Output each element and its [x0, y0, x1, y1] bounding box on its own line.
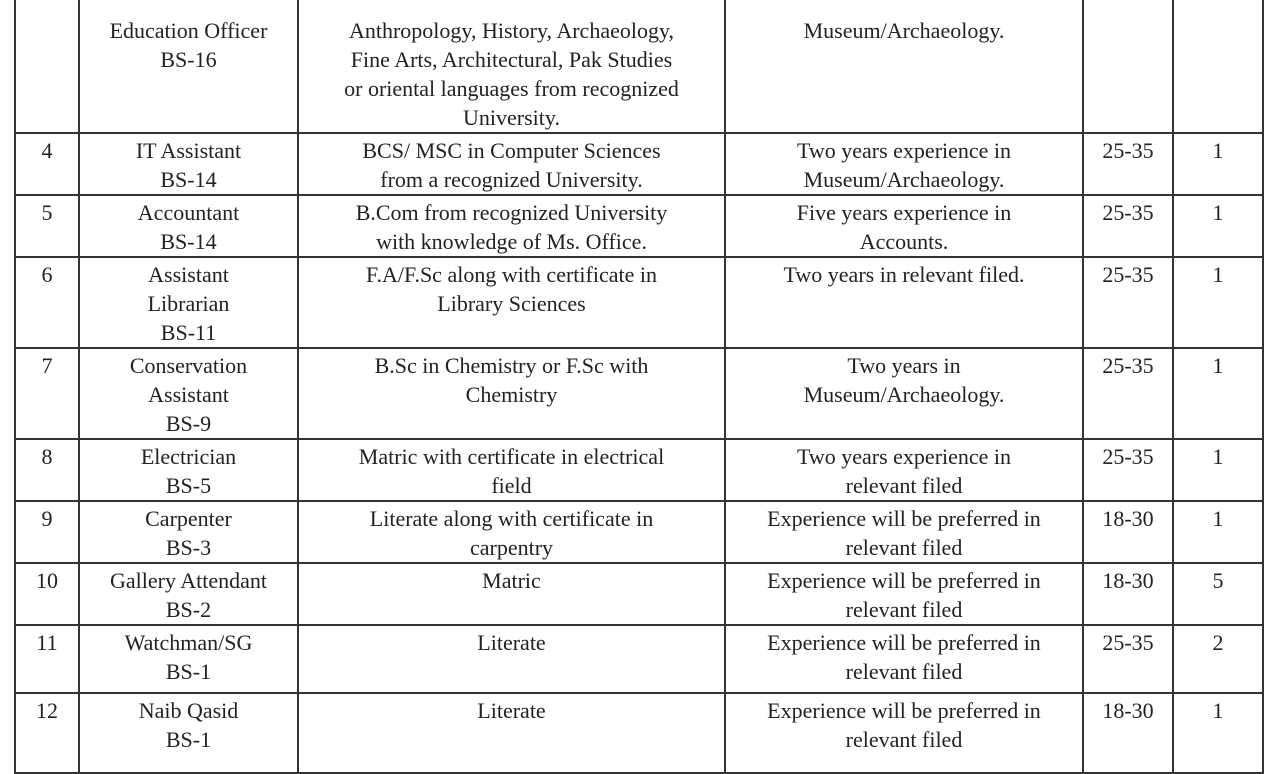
qualification-cell	[298, 0, 725, 133]
post-name-cell	[79, 0, 298, 133]
serial-number-cell	[15, 693, 79, 773]
qualification-line: Matric	[482, 568, 541, 593]
post-name-line: BS-2	[165, 597, 212, 622]
seats: 5	[1212, 568, 1224, 593]
post-name-line: Conservation	[129, 353, 248, 378]
age-limit-cell	[1083, 0, 1173, 133]
age-limit: 18-30	[1102, 568, 1154, 593]
serial-number-cell	[15, 563, 79, 625]
experience-cell	[725, 625, 1083, 693]
seats: 1	[1212, 353, 1224, 378]
qualification-line: Literate	[477, 698, 546, 723]
serial-number-cell	[15, 625, 79, 693]
post-name-line: BS-1	[165, 727, 212, 752]
serial-number-cell	[15, 439, 79, 501]
qualification-line: Anthropology, History, Archaeology,	[348, 18, 675, 43]
serial-number: 5	[41, 200, 53, 225]
qualification-line: from a recognized University.	[380, 167, 643, 192]
table-row	[15, 133, 1263, 195]
age-limit-cell	[1083, 195, 1173, 257]
table-row	[15, 0, 1263, 133]
table-row	[15, 195, 1263, 257]
post-name-cell	[79, 348, 298, 439]
experience-line: Experience will be preferred in	[767, 568, 1041, 593]
experience-line: Two years in relevant filed.	[783, 262, 1025, 287]
qualification-line: Literate	[477, 630, 546, 655]
qualification-line: field	[491, 473, 532, 498]
post-name-cell	[79, 133, 298, 195]
experience-line: Museum/Archaeology.	[803, 18, 1005, 43]
experience-line: Museum/Archaeology.	[803, 382, 1005, 407]
seats-cell	[1173, 257, 1263, 348]
serial-number: 10	[36, 568, 58, 593]
serial-number: 9	[41, 506, 53, 531]
age-limit-cell	[1083, 501, 1173, 563]
experience-line: Experience will be preferred in	[767, 630, 1041, 655]
qualification-cell	[298, 693, 725, 773]
post-name-line: BS-16	[160, 47, 217, 72]
table-row	[15, 257, 1263, 348]
age-limit: 25-35	[1102, 262, 1154, 287]
seats: 1	[1212, 138, 1224, 163]
seats-cell	[1173, 133, 1263, 195]
qualification-cell	[298, 563, 725, 625]
table-row	[15, 348, 1263, 439]
experience-line: Two years in	[847, 353, 961, 378]
qualification-line: F.A/F.Sc along with certificate in	[366, 262, 657, 287]
post-name-line: BS-11	[160, 320, 217, 345]
experience-line: Experience will be preferred in	[767, 506, 1041, 531]
qualification-cell	[298, 439, 725, 501]
serial-number-cell	[15, 348, 79, 439]
seats: 1	[1212, 200, 1224, 225]
post-name-line: Education Officer	[109, 18, 268, 43]
post-name-line: Assistant	[148, 382, 229, 407]
seats-cell	[1173, 195, 1263, 257]
post-name-line: BS-3	[165, 535, 212, 560]
qualification-cell	[298, 625, 725, 693]
age-limit-cell	[1083, 625, 1173, 693]
table-row	[15, 563, 1263, 625]
post-name-cell	[79, 563, 298, 625]
serial-number-cell	[15, 0, 79, 133]
age-limit: 25-35	[1102, 630, 1154, 655]
experience-cell	[725, 0, 1083, 133]
serial-number: 8	[41, 444, 53, 469]
experience-cell	[725, 195, 1083, 257]
qualification-line: University.	[463, 105, 560, 130]
serial-number-cell	[15, 133, 79, 195]
post-name-cell	[79, 195, 298, 257]
qualification-cell	[298, 195, 725, 257]
experience-cell	[725, 501, 1083, 563]
table-row	[15, 693, 1263, 773]
seats-cell	[1173, 0, 1263, 133]
experience-line: Five years experience in	[796, 200, 1012, 225]
age-limit: 25-35	[1102, 200, 1154, 225]
qualification-cell	[298, 501, 725, 563]
seats: 2	[1212, 630, 1224, 655]
experience-line: relevant filed	[845, 597, 963, 622]
experience-cell	[725, 257, 1083, 348]
experience-line: relevant filed	[845, 659, 963, 684]
experience-line: Accounts.	[859, 229, 949, 254]
post-name-line: Gallery Attendant	[109, 568, 267, 593]
seats-cell	[1173, 439, 1263, 501]
post-name-cell	[79, 501, 298, 563]
seats-cell	[1173, 563, 1263, 625]
seats-cell	[1173, 693, 1263, 773]
post-name-line: BS-5	[165, 473, 212, 498]
post-name-line: Naib Qasid	[138, 698, 239, 723]
seats: 1	[1212, 698, 1224, 723]
age-limit-cell	[1083, 439, 1173, 501]
seats-cell	[1173, 501, 1263, 563]
qualification-line: Library Sciences	[437, 291, 586, 316]
experience-line: relevant filed	[845, 727, 963, 752]
qualification-line: carpentry	[469, 535, 554, 560]
post-name-line: BS-14	[160, 167, 217, 192]
age-limit-cell	[1083, 693, 1173, 773]
post-name-cell	[79, 625, 298, 693]
table-row	[15, 439, 1263, 501]
experience-line: Museum/Archaeology.	[803, 167, 1005, 192]
age-limit-cell	[1083, 133, 1173, 195]
post-name-line: BS-14	[160, 229, 217, 254]
qualification-line: BCS/ MSC in Computer Sciences	[362, 138, 661, 163]
age-limit-cell	[1083, 348, 1173, 439]
post-name-line: Librarian	[147, 291, 230, 316]
jobs-table	[14, 0, 1264, 774]
experience-line: Two years experience in	[796, 138, 1012, 163]
age-limit: 18-30	[1102, 506, 1154, 531]
seats: 1	[1212, 506, 1224, 531]
experience-cell	[725, 693, 1083, 773]
qualification-line: Matric with certificate in electrical	[358, 444, 665, 469]
post-name-line: Electrician	[140, 444, 237, 469]
post-name-cell	[79, 257, 298, 348]
serial-number-cell	[15, 195, 79, 257]
qualification-cell	[298, 133, 725, 195]
post-name-line: Watchman/SG	[124, 630, 253, 655]
seats: 1	[1212, 444, 1224, 469]
experience-cell	[725, 563, 1083, 625]
qualification-line: with knowledge of Ms. Office.	[376, 229, 647, 254]
post-name-line: BS-9	[165, 411, 212, 436]
age-limit-cell	[1083, 257, 1173, 348]
experience-line: relevant filed	[845, 473, 963, 498]
serial-number-cell	[15, 257, 79, 348]
experience-cell	[725, 133, 1083, 195]
experience-line: relevant filed	[845, 535, 963, 560]
qualification-line: Chemistry	[465, 382, 558, 407]
table-row	[15, 625, 1263, 693]
age-limit: 25-35	[1102, 353, 1154, 378]
qualification-line: or oriental languages from recognized	[344, 76, 679, 101]
qualification-cell	[298, 257, 725, 348]
age-limit-cell	[1083, 563, 1173, 625]
qualification-cell	[298, 348, 725, 439]
qualification-line: B.Sc in Chemistry or F.Sc with	[374, 353, 649, 378]
post-name-line: Accountant	[137, 200, 240, 225]
table-row	[15, 501, 1263, 563]
serial-number: 7	[41, 353, 53, 378]
post-name-cell	[79, 693, 298, 773]
age-limit: 25-35	[1102, 138, 1154, 163]
experience-line: Two years experience in	[796, 444, 1012, 469]
qualification-line: Literate along with certificate in	[369, 506, 654, 531]
seats-cell	[1173, 625, 1263, 693]
post-name-cell	[79, 439, 298, 501]
qualification-line: Fine Arts, Architectural, Pak Studies	[350, 47, 673, 72]
post-name-line: Carpenter	[145, 506, 232, 531]
serial-number: 6	[41, 262, 53, 287]
experience-cell	[725, 439, 1083, 501]
seats: 1	[1212, 262, 1224, 287]
age-limit: 18-30	[1102, 698, 1154, 723]
post-name-line: Assistant	[148, 262, 229, 287]
experience-line: Experience will be preferred in	[767, 698, 1041, 723]
age-limit: 25-35	[1102, 444, 1154, 469]
serial-number-cell	[15, 501, 79, 563]
post-name-line: IT Assistant	[135, 138, 242, 163]
post-name-line: BS-1	[165, 659, 212, 684]
seats-cell	[1173, 348, 1263, 439]
serial-number: 11	[36, 630, 58, 655]
qualification-line: B.Com from recognized University	[355, 200, 668, 225]
serial-number: 12	[36, 698, 58, 723]
experience-cell	[725, 348, 1083, 439]
serial-number: 4	[41, 138, 53, 163]
